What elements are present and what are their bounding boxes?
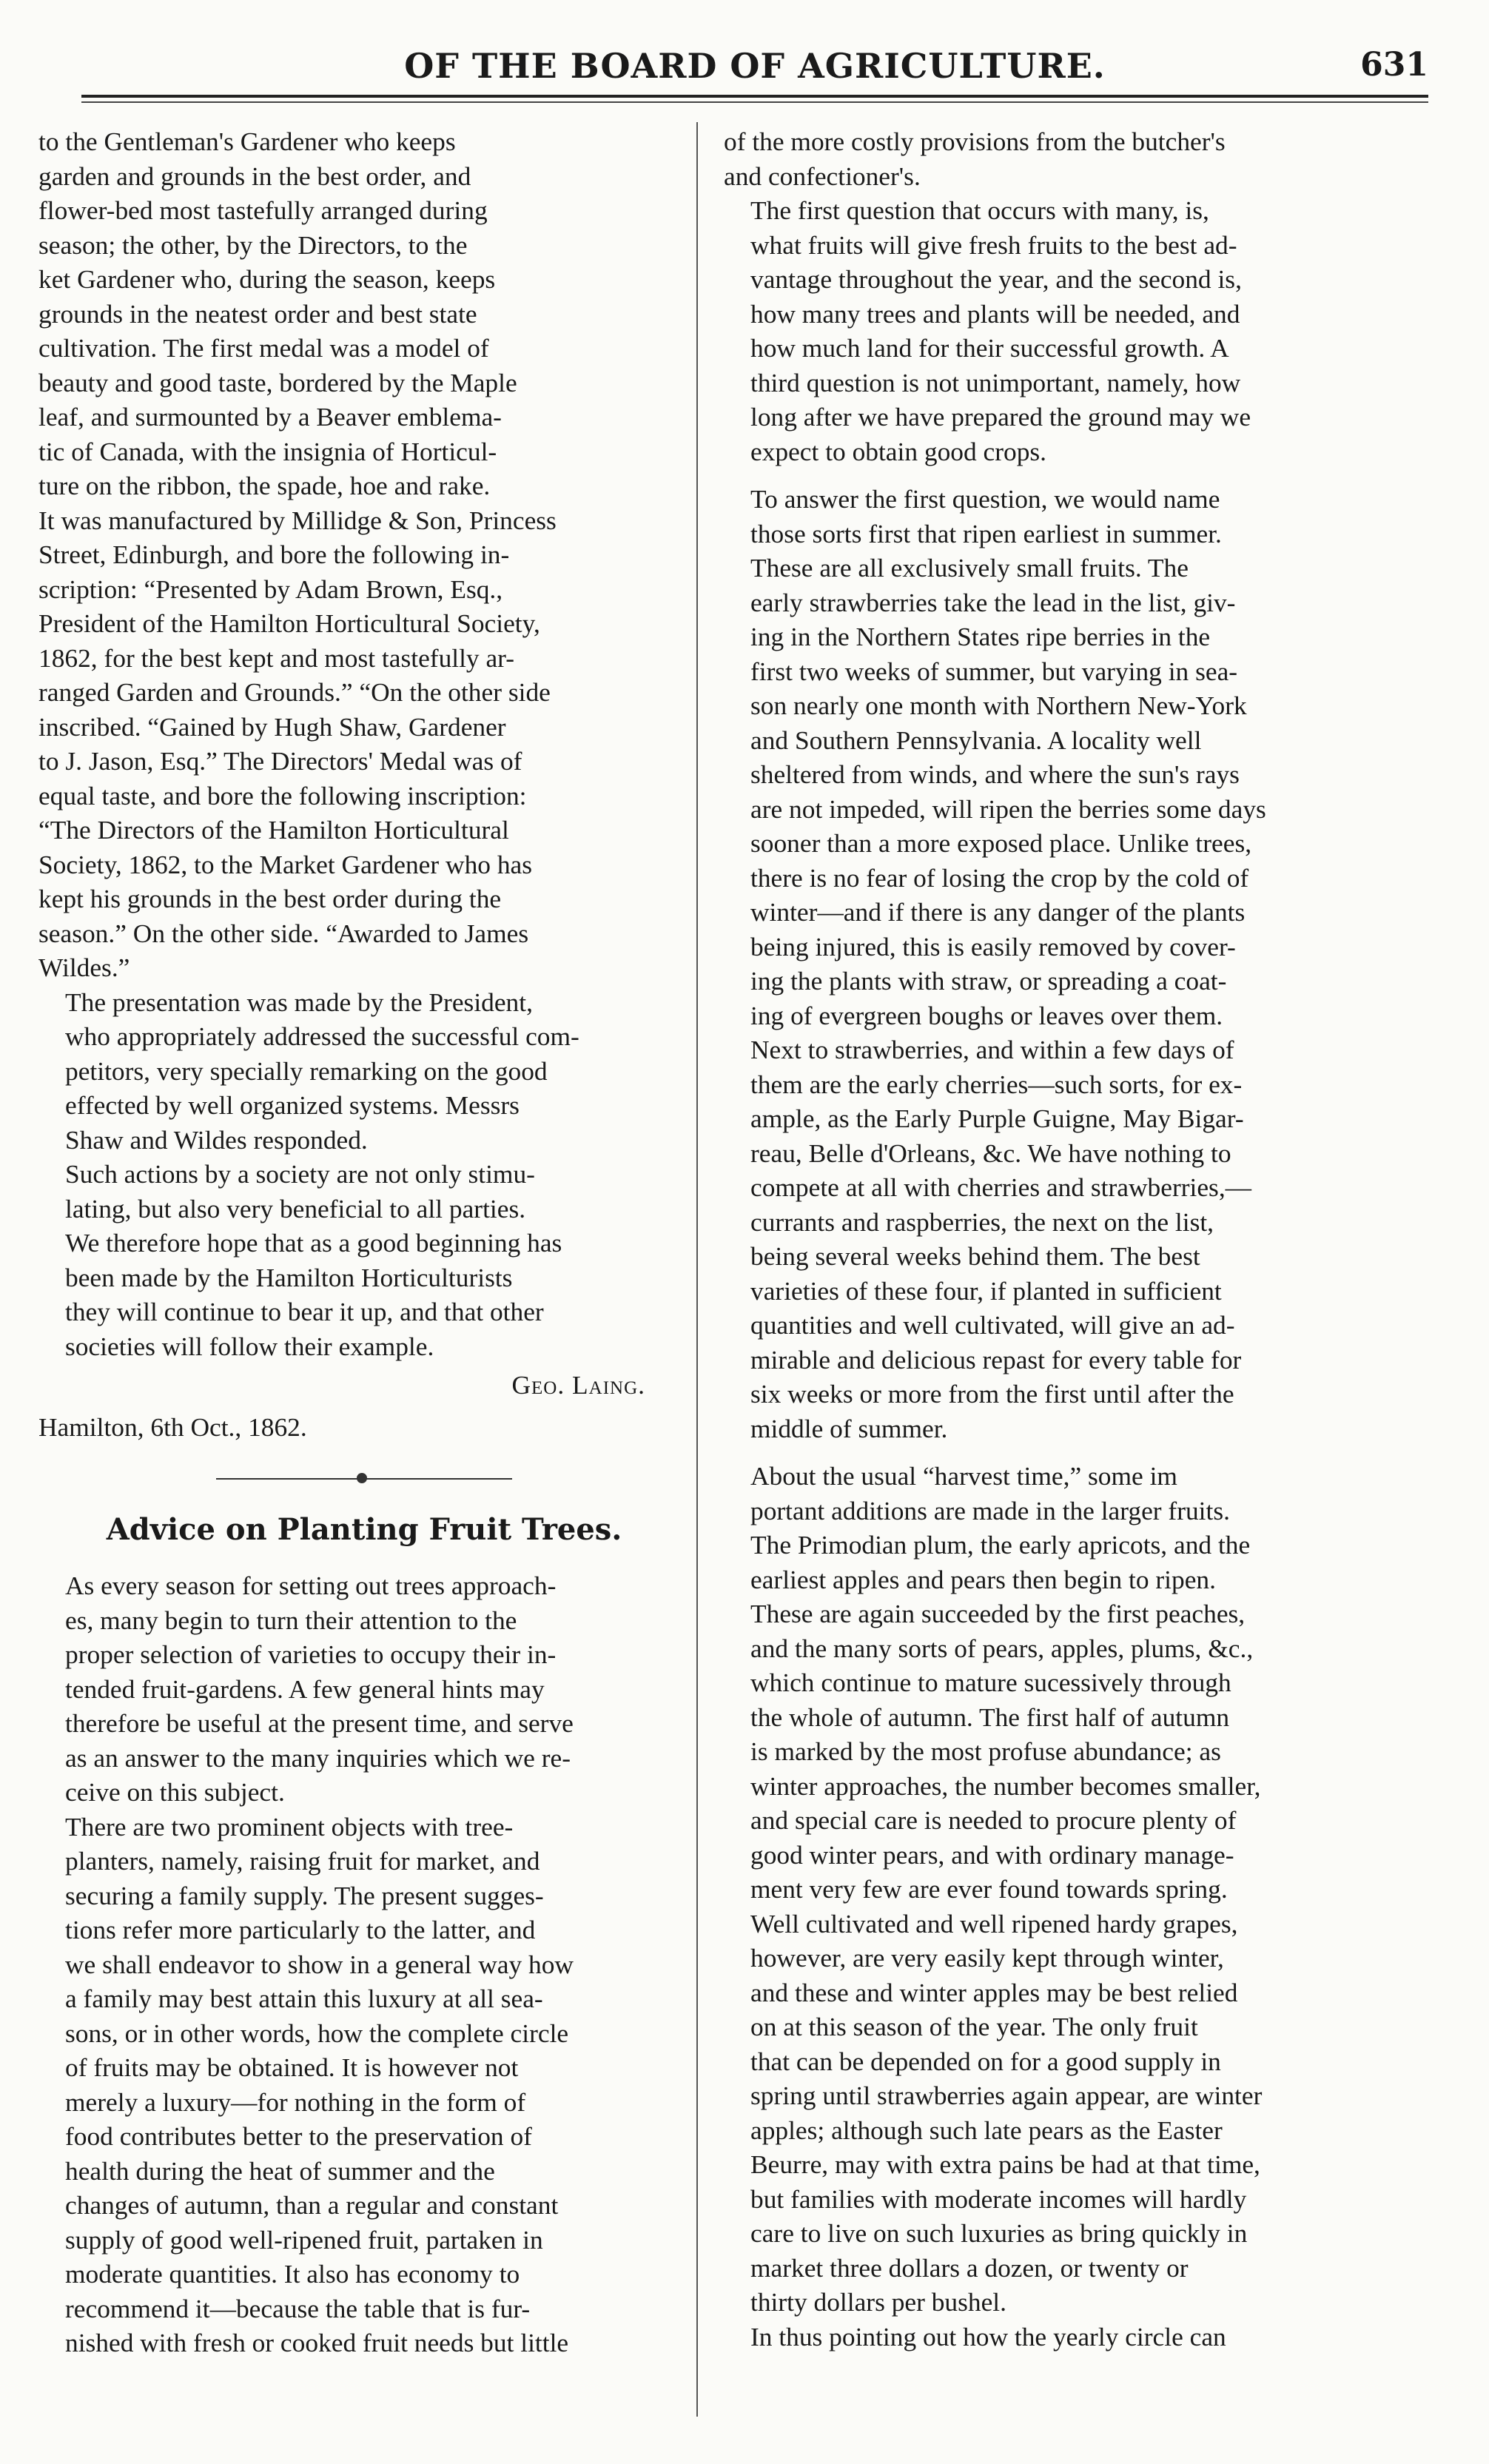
text-line: garden and grounds in the best order, and — [38, 161, 471, 191]
text-line: Next to strawberries, and within a few days of — [750, 1035, 1234, 1064]
text-line: expect to obtain good crops. — [750, 436, 1047, 466]
text-line: of the more costly provisions from the butcher's — [724, 127, 1226, 156]
text-line: therefore be useful at the present time, and serve — [65, 1708, 574, 1738]
text-line: spring until strawberries again appear, are winter — [750, 2081, 1263, 2110]
text-line: mirable and delicious repast for every table for — [750, 1344, 1242, 1374]
text-line: they will continue to bear it up, and that other — [65, 1297, 544, 1326]
text-line: lating, but also very beneficial to all parties. — [65, 1193, 526, 1223]
text-line: quantities and well cultivated, will give an ad- — [750, 1310, 1235, 1340]
text-line: Wildes.” — [38, 953, 130, 982]
paragraph-medals — [38, 124, 690, 985]
text-line: sheltered from winds, and where the sun's rays — [750, 759, 1240, 789]
text-line: merely a luxury—for nothing in the form of — [65, 2087, 526, 2117]
text-line: health during the heat of summer and the — [65, 2155, 495, 2186]
text-line: and these and winter apples may be best relied — [750, 1977, 1238, 2007]
text-line: son nearly one month with Northern New-York — [750, 691, 1247, 720]
text-line: six weeks or more from the first until after the — [750, 1379, 1234, 1409]
text-line: market three dollars a dozen, or twenty or — [750, 2252, 1189, 2283]
text-line: being injured, this is easily removed by cover- — [750, 931, 1236, 961]
text-line: These are again succeeded by the first peaches, — [750, 1599, 1246, 1628]
text-line: third question is not unimportant, namely, how — [750, 367, 1241, 397]
signature: Geo. Laing. — [511, 1370, 645, 1400]
text-line: what fruits will give fresh fruits to the best ad- — [750, 229, 1237, 260]
text-line: ing the plants with straw, or spreading a coat- — [750, 966, 1227, 996]
text-line: To answer the first question, we would name — [750, 484, 1220, 514]
text-line: reau, Belle d'Orleans, &c. We have nothing to — [750, 1138, 1231, 1168]
text-line: been made by the Hamilton Horticulturists — [65, 1262, 513, 1292]
header-rule — [81, 95, 1428, 98]
text-line: ceive on this subject. — [65, 1777, 285, 1807]
column-divider — [696, 122, 698, 2417]
text-line: to J. Jason, Esq.” The Directors' Medal was of — [38, 746, 522, 776]
text-line: The first question that occurs with many, is, — [750, 195, 1209, 225]
text-line: earliest apples and pears then begin to ripen. — [750, 1564, 1216, 1594]
text-line: the whole of autumn. The first half of autumn — [750, 1702, 1230, 1732]
text-line: The Primodian plum, the early apricots, and the — [750, 1530, 1251, 1560]
paragraph-strawberries — [724, 482, 1375, 1033]
text-line: sooner than a more exposed place. Unlike trees, — [750, 828, 1252, 858]
section-rule-dot — [357, 1473, 367, 1483]
text-line: ing in the Northern States ripe berries in the — [750, 622, 1211, 651]
text-line: food contributes better to the preservation of — [65, 2121, 532, 2151]
text-line: portant additions are made in the larger fruits. — [750, 1495, 1230, 1525]
paragraph-intro — [38, 1568, 690, 1810]
text-line: cultivation. The first medal was a model of — [38, 333, 489, 363]
text-line: These are all exclusively small fruits. The — [750, 553, 1189, 583]
text-line: that can be depended on for a good supply in — [750, 2046, 1221, 2076]
running-head: OF THE BOARD OF AGRICULTURE. — [404, 46, 1106, 86]
text-line: ample, as the Early Purple Guigne, May Bigar- — [750, 1104, 1244, 1133]
text-line: varieties of these four, if planted in sufficient — [750, 1275, 1222, 1306]
text-line: tions refer more particularly to the latter, and — [65, 1915, 536, 1944]
text-line: effected by well organized systems. Messrs — [65, 1090, 520, 1120]
text-line: es, many begin to turn their attention to the — [65, 1605, 517, 1635]
text-line: societies will follow their example. — [65, 1331, 434, 1361]
text-line: early strawberries take the lead in the list, giv- — [750, 587, 1236, 617]
text-line: first two weeks of summer, but varying in sea- — [750, 656, 1238, 686]
header-rule-thin — [81, 101, 1428, 103]
paragraph-continuation — [724, 124, 1375, 193]
text-line: beauty and good taste, bordered by the Maple — [38, 367, 517, 397]
text-line: thirty dollars per bushel. — [750, 2287, 1006, 2317]
text-line: grounds in the neatest order and best state — [38, 298, 477, 329]
text-line: proper selection of varieties to occupy their in- — [65, 1639, 557, 1669]
text-line: on at this season of the year. The only fruit — [750, 2012, 1198, 2041]
text-line: We therefore hope that as a good beginning has — [65, 1228, 562, 1258]
text-line: who appropriately addressed the successful com- — [65, 1021, 579, 1051]
page-number: 631 — [1360, 46, 1428, 84]
text-line: and the many sorts of pears, apples, plums, &c., — [750, 1633, 1254, 1663]
text-line: being several weeks behind them. The best — [750, 1241, 1200, 1271]
text-line: scription: “Presented by Adam Brown, Esq., — [38, 574, 503, 604]
text-line: nished with fresh or cooked fruit needs but little — [65, 2328, 569, 2357]
text-line: ture on the ribbon, the spade, hoe and rake. — [38, 471, 491, 500]
text-line: Street, Edinburgh, and bore the following in- — [38, 540, 510, 569]
text-line: good winter pears, and with ordinary manage- — [750, 1839, 1234, 1870]
text-line: tic of Canada, with the insignia of Horticul- — [38, 436, 497, 466]
left-column — [38, 124, 690, 2360]
text-line: “The Directors of the Hamilton Horticultural — [38, 815, 509, 845]
text-line: recommend it—because the table that is fur- — [65, 2293, 531, 2323]
text-line: is marked by the most profuse abundance; as — [750, 1736, 1221, 1766]
text-line: ket Gardener who, during the season, keeps — [38, 264, 496, 294]
text-line: as an answer to the many inquiries which we re- — [65, 1742, 571, 1773]
text-line: middle of summer. — [750, 1413, 948, 1443]
place-date: Hamilton, 6th Oct., 1862. — [38, 1411, 307, 1442]
text-line: In thus pointing out how the yearly circle can — [750, 2321, 1226, 2351]
text-line: kept his grounds in the best order during the — [38, 884, 502, 913]
text-line: ing of evergreen boughs or leaves over them. — [750, 1000, 1223, 1030]
text-line: ranged Garden and Grounds.” “On the other side — [38, 677, 551, 707]
text-line: Well cultivated and well ripened hardy grapes, — [750, 1908, 1238, 1938]
text-line: tended fruit-gardens. A few general hints may — [65, 1674, 545, 1704]
text-line: changes of autumn, than a regular and constant — [65, 2190, 559, 2220]
text-line: how much land for their successful growth. A — [750, 333, 1229, 363]
text-line: care to live on such luxuries as bring quickly in — [750, 2218, 1248, 2248]
text-line: those sorts first that ripen earliest in summer. — [750, 518, 1222, 548]
text-line: flower-bed most tastefully arranged during — [38, 195, 488, 225]
text-line: and special care is needed to procure plenty of — [750, 1805, 1237, 1835]
text-line: Society, 1862, to the Market Gardener who has — [38, 849, 532, 879]
text-line: 1862, for the best kept and most tastefully ar- — [38, 642, 515, 673]
text-line: currants and raspberries, the next on the list, — [750, 1206, 1214, 1237]
text-line: and confectioner's. — [724, 161, 921, 191]
text-line: sons, or in other words, how the complete circle — [65, 2018, 569, 2048]
text-line: Shaw and Wildes responded. — [65, 1124, 368, 1155]
text-line: and Southern Pennsylvania. A locality well — [750, 725, 1202, 755]
article-title: Advice on Planting Fruit Trees. — [106, 1512, 622, 1547]
text-line: inscribed. “Gained by Hugh Shaw, Gardener — [38, 711, 506, 742]
text-line: There are two prominent objects with tree- — [65, 1811, 514, 1842]
text-line: About the usual “harvest time,” some im — [750, 1461, 1177, 1491]
text-line: there is no fear of losing the crop by the cold of — [750, 862, 1249, 893]
text-line: It was manufactured by Millidge & Son, Princess — [38, 505, 557, 535]
section-divider — [38, 1465, 690, 1494]
text-line: petitors, very specially remarking on the good — [65, 1055, 548, 1086]
text-line: supply of good well-ripened fruit, partaken in — [65, 2224, 543, 2255]
text-line: winter—and if there is any danger of the plants — [750, 897, 1246, 927]
text-line: them are the early cherries—such sorts, for ex- — [750, 1069, 1243, 1099]
text-line: President of the Hamilton Horticultural Society, — [38, 608, 540, 638]
text-line: we shall endeavor to show in a general way how — [65, 1949, 574, 1979]
text-line: Such actions by a society are not only stimu- — [65, 1159, 535, 1189]
text-line: moderate quantities. It also has economy to — [65, 2259, 520, 2289]
paragraph-yearly-circle — [724, 2320, 1375, 2354]
paragraph-cherries — [724, 1033, 1375, 1446]
right-column — [724, 124, 1375, 2354]
text-line: Beurre, may with extra pains be had at that time, — [750, 2149, 1260, 2179]
paragraph-harvest-time — [724, 1459, 1375, 2320]
text-line: ment very few are ever found towards spring. — [750, 1874, 1228, 1904]
text-line: season; the other, by the Directors, to the — [38, 229, 468, 260]
text-line: securing a family supply. The present sugges- — [65, 1880, 544, 1910]
text-line: which continue to mature sucessively through — [750, 1668, 1231, 1697]
text-line: a family may best attain this luxury at all sea- — [65, 1984, 543, 2013]
text-line: of fruits may be obtained. It is however not — [65, 2052, 519, 2082]
text-line: The presentation was made by the President, — [65, 987, 533, 1017]
paragraph-society-actions — [38, 1157, 690, 1363]
text-line: compete at all with cherries and strawberries,— — [750, 1172, 1252, 1202]
paragraph-objects — [38, 1810, 690, 2360]
text-line: As every season for setting out trees approach- — [65, 1571, 557, 1600]
text-line: equal taste, and bore the following inscription: — [38, 780, 527, 810]
text-line: are not impeded, will ripen the berries some days — [750, 793, 1266, 824]
text-line: but families with moderate incomes will hardly — [750, 2183, 1247, 2214]
text-line: apples; although such late pears as the Easter — [750, 2115, 1223, 2145]
text-line: leaf, and surmounted by a Beaver emblema- — [38, 402, 502, 432]
text-line: to the Gentleman's Gardener who keeps — [38, 127, 456, 156]
text-line: long after we have prepared the ground may we — [750, 402, 1251, 432]
text-line: however, are very easily kept through winter, — [750, 1943, 1224, 1973]
paragraph-first-question — [724, 193, 1375, 469]
text-line: how many trees and plants will be needed, and — [750, 298, 1240, 329]
text-line: winter approaches, the number becomes smaller, — [750, 1770, 1261, 1801]
paragraph-presentation — [38, 985, 690, 1158]
text-line: planters, namely, raising fruit for market, and — [65, 1846, 540, 1876]
text-line: vantage throughout the year, and the second is, — [750, 264, 1242, 294]
text-line: season.” On the other side. “Awarded to James — [38, 918, 529, 948]
